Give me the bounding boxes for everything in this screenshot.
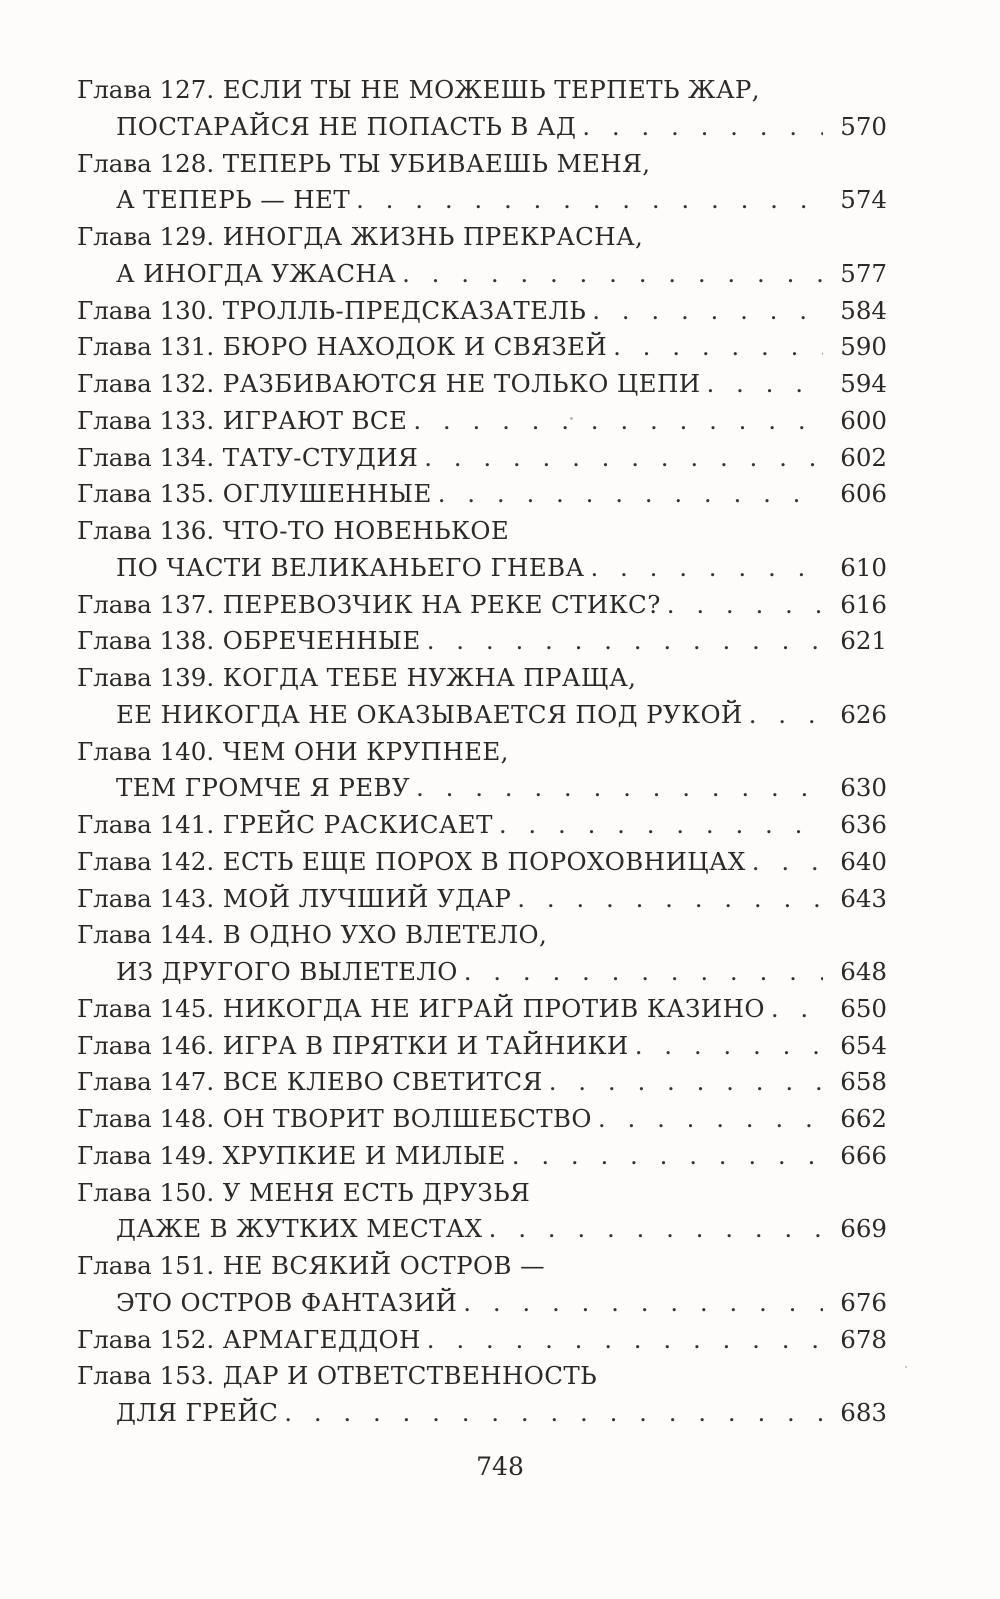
chapter-page-number: 648 xyxy=(840,957,887,986)
chapter-title: ОГЛУШЕННЫЕ xyxy=(222,479,432,509)
toc-entry-continuation xyxy=(77,256,887,293)
dot-leader xyxy=(506,1138,823,1175)
paper-speck xyxy=(570,417,573,420)
chapter-title: МОЙ ЛУЧШИЙ УДАР xyxy=(222,883,512,913)
toc-entry xyxy=(77,513,887,550)
chapter-page-number: 626 xyxy=(840,699,887,729)
chapter-label: Глава 130. xyxy=(77,295,215,325)
toc-entry xyxy=(77,72,887,109)
toc-entry xyxy=(77,1101,887,1138)
chapter-page-number: 574 xyxy=(840,185,887,215)
toc-entry-continuation xyxy=(77,182,887,219)
toc-entry xyxy=(77,329,887,366)
chapter-title: ЕСТЬ ЕЩЕ ПОРОХ В ПОРОХОВНИЦАХ xyxy=(222,846,746,876)
chapter-label: Глава 147. xyxy=(77,1067,215,1097)
chapter-label: Глава 151. xyxy=(77,1251,215,1280)
toc-entry-continuation xyxy=(77,697,887,734)
chapter-label: Глава 145. xyxy=(77,993,215,1023)
chapter-page-number: 590 xyxy=(840,332,887,362)
dot-leader xyxy=(432,476,823,513)
toc-entry xyxy=(77,844,887,881)
chapter-page-number: 676 xyxy=(840,1287,887,1317)
chapter-page-number: 600 xyxy=(840,405,887,435)
paper-speck xyxy=(905,1366,907,1368)
chapter-title: ХРУПКИЕ И МИЛЫЕ xyxy=(222,1140,506,1170)
toc-entry-continuation xyxy=(77,550,887,587)
dot-leader xyxy=(421,623,823,660)
toc-entry xyxy=(77,366,887,403)
dot-leader xyxy=(629,1028,823,1065)
chapter-title: АРМАГЕДДОН xyxy=(222,1324,421,1354)
toc-entry xyxy=(77,1322,887,1359)
chapter-label: Глава 142. xyxy=(77,846,215,876)
chapter-title: ДАЖЕ В ЖУТКИХ МЕСТАХ xyxy=(116,1214,483,1244)
chapter-title: ИГРА В ПРЯТКИ И ТАЙНИКИ xyxy=(222,1030,629,1060)
page-number: 748 xyxy=(476,1452,524,1481)
chapter-label: Глава 136. xyxy=(77,516,215,545)
chapter-title: В ОДНО УХО ВЛЕТЕЛО, xyxy=(222,920,548,950)
chapter-page-number: 602 xyxy=(840,442,887,472)
chapter-title: ИНОГДА ЖИЗНЬ ПРЕКРАСНА, xyxy=(222,222,644,251)
chapter-label: Глава 134. xyxy=(77,442,215,472)
chapter-title: ТЕМ ГРОМЧЕ Я РЕВУ xyxy=(116,773,411,803)
chapter-page-number: 669 xyxy=(840,1214,887,1244)
dot-leader xyxy=(410,770,823,807)
chapter-label: Глава 132. xyxy=(77,369,215,398)
chapter-label: Глава 152. xyxy=(77,1324,215,1354)
chapter-title: ГРЕЙС РАСКИСАЕТ xyxy=(222,810,493,839)
chapter-label: Глава 128. xyxy=(77,148,215,178)
chapter-page-number: 640 xyxy=(840,846,887,876)
chapter-title: ЧТО-ТО НОВЕНЬКОЕ xyxy=(222,516,510,545)
dot-leader xyxy=(418,440,823,477)
toc-entry-continuation xyxy=(77,1285,887,1322)
toc-entry xyxy=(77,440,887,477)
chapter-title: ПОСТАРАЙСЯ НЕ ПОПАСТЬ В АД xyxy=(116,111,577,141)
chapter-label: Глава 131. xyxy=(77,332,215,362)
dot-leader xyxy=(457,1285,823,1322)
chapter-page-number: 658 xyxy=(840,1067,887,1097)
chapter-title: ЕЕ НИКОГДА НЕ ОКАЗЫВАЕТСЯ ПОД РУКОЙ xyxy=(116,699,743,729)
toc-entry xyxy=(77,881,887,918)
toc-entry-continuation xyxy=(77,770,887,807)
toc-entry-continuation xyxy=(77,1211,887,1248)
toc-entry xyxy=(77,1175,887,1212)
chapter-label: Глава 148. xyxy=(77,1104,215,1133)
toc-entry-continuation xyxy=(77,1395,887,1432)
chapter-title: ТЕПЕРЬ ТЫ УБИВАЕШЬ МЕНЯ, xyxy=(222,148,651,178)
toc-entry xyxy=(77,1358,887,1395)
dot-leader xyxy=(493,807,823,844)
toc-entry xyxy=(77,219,887,256)
toc-entry xyxy=(77,146,887,183)
chapter-title: ДЛЯ ГРЕЙС xyxy=(116,1398,279,1427)
chapter-title: НЕ ВСЯКИЙ ОСТРОВ — xyxy=(222,1251,545,1280)
toc-entry xyxy=(77,807,887,844)
chapter-label: Глава 133. xyxy=(77,405,215,435)
dot-leader xyxy=(278,1395,823,1432)
toc-entry xyxy=(77,734,887,771)
dot-leader xyxy=(543,1064,823,1101)
toc-entry xyxy=(77,476,887,513)
toc-entry xyxy=(77,1028,887,1065)
chapter-page-number: 606 xyxy=(840,479,887,509)
toc-entry xyxy=(77,1064,887,1101)
chapter-title: ПЕРЕВОЗЧИК НА РЕКЕ СТИКС? xyxy=(222,589,661,619)
dot-leader xyxy=(407,403,823,440)
chapter-page-number: 650 xyxy=(840,993,887,1023)
dot-leader xyxy=(586,293,823,330)
chapter-page-number: 630 xyxy=(840,773,887,803)
chapter-title: ЕСЛИ ТЫ НЕ МОЖЕШЬ ТЕРПЕТЬ ЖАР, xyxy=(222,75,760,104)
dot-leader xyxy=(607,329,823,366)
chapter-page-number: 683 xyxy=(840,1398,887,1427)
chapter-page-number: 636 xyxy=(840,810,887,839)
chapter-label: Глава 127. xyxy=(77,75,215,104)
chapter-label: Глава 144. xyxy=(77,920,215,950)
dot-leader xyxy=(661,587,823,624)
toc-entry xyxy=(77,1248,887,1285)
chapter-label: Глава 135. xyxy=(77,479,215,509)
toc-entry xyxy=(77,660,887,697)
dot-leader xyxy=(576,109,823,146)
chapter-label: Глава 146. xyxy=(77,1030,215,1060)
dot-leader xyxy=(743,697,823,734)
chapter-label: Глава 138. xyxy=(77,626,215,656)
chapter-title: БЮРО НАХОДОК И СВЯЗЕЙ xyxy=(222,332,608,362)
dot-leader xyxy=(511,881,823,918)
dot-leader xyxy=(746,844,823,881)
chapter-label: Глава 153. xyxy=(77,1361,215,1391)
chapter-page-number: 570 xyxy=(840,111,887,141)
chapter-label: Глава 140. xyxy=(77,736,215,766)
chapter-label: Глава 143. xyxy=(77,883,215,913)
chapter-page-number: 616 xyxy=(840,589,887,619)
dot-leader xyxy=(765,991,823,1028)
toc-entry xyxy=(77,1138,887,1175)
chapter-title: ЭТО ОСТРОВ ФАНТАЗИЙ xyxy=(116,1287,458,1317)
table-of-contents xyxy=(77,72,887,1432)
toc-entry xyxy=(77,917,887,954)
chapter-title: ТРОЛЛЬ-ПРЕДСКАЗАТЕЛЬ xyxy=(222,295,587,325)
chapter-page-number: 610 xyxy=(840,552,887,582)
chapter-title: А ТЕПЕРЬ — НЕТ xyxy=(116,185,351,215)
chapter-label: Глава 139. xyxy=(77,663,215,692)
dot-leader xyxy=(458,954,823,991)
chapter-title: ИГРАЮТ ВСЕ xyxy=(222,405,408,435)
toc-entry xyxy=(77,623,887,660)
dot-leader xyxy=(350,182,823,219)
chapter-title: У МЕНЯ ЕСТЬ ДРУЗЬЯ xyxy=(222,1177,531,1207)
dot-leader xyxy=(700,366,823,403)
chapter-label: Глава 129. xyxy=(77,222,215,251)
chapter-page-number: 643 xyxy=(840,883,887,913)
chapter-title: ОН ТВОРИТ ВОЛШЕБСТВО xyxy=(222,1104,592,1133)
chapter-title: ЧЕМ ОНИ КРУПНЕЕ, xyxy=(222,736,509,766)
dot-leader xyxy=(421,1322,823,1359)
dot-leader xyxy=(483,1211,823,1248)
chapter-page-number: 662 xyxy=(840,1104,887,1133)
chapter-title: ВСЕ КЛЕВО СВЕТИТСЯ xyxy=(222,1067,543,1097)
chapter-label: Глава 137. xyxy=(77,589,215,619)
chapter-page-number: 666 xyxy=(840,1140,887,1170)
chapter-title: КОГДА ТЕБЕ НУЖНА ПРАЩА, xyxy=(222,663,637,692)
chapter-title: РАЗБИВАЮТСЯ НЕ ТОЛЬКО ЦЕПИ xyxy=(222,369,701,398)
toc-entry-continuation xyxy=(77,954,887,991)
chapter-label: Глава 149. xyxy=(77,1140,215,1170)
chapter-page-number: 577 xyxy=(840,258,887,288)
chapter-title: ИЗ ДРУГОГО ВЫЛЕТЕЛО xyxy=(116,957,458,986)
chapter-page-number: 654 xyxy=(840,1030,887,1060)
chapter-title: ОБРЕЧЕННЫЕ xyxy=(222,626,421,656)
toc-entry xyxy=(77,587,887,624)
dot-leader xyxy=(592,1101,823,1138)
chapter-page-number: 584 xyxy=(840,295,887,325)
chapter-title: НИКОГДА НЕ ИГРАЙ ПРОТИВ КАЗИНО xyxy=(222,993,765,1023)
toc-entry xyxy=(77,991,887,1028)
chapter-label: Глава 141. xyxy=(77,810,215,839)
dot-leader xyxy=(396,256,823,293)
chapter-title: ПО ЧАСТИ ВЕЛИКАНЬЕГО ГНЕВА xyxy=(116,552,585,582)
dot-leader xyxy=(584,550,823,587)
chapter-label: Глава 150. xyxy=(77,1177,215,1207)
chapter-title: ДАР И ОТВЕТСТВЕННОСТЬ xyxy=(222,1361,598,1391)
chapter-page-number: 678 xyxy=(840,1324,887,1354)
toc-entry xyxy=(77,403,887,440)
chapter-title: А ИНОГДА УЖАСНА xyxy=(116,258,397,288)
toc-entry xyxy=(77,293,887,330)
chapter-page-number: 594 xyxy=(840,369,887,398)
chapter-page-number: 621 xyxy=(840,626,887,656)
chapter-title: ТАТУ-СТУДИЯ xyxy=(222,442,419,472)
toc-entry-continuation xyxy=(77,109,887,146)
